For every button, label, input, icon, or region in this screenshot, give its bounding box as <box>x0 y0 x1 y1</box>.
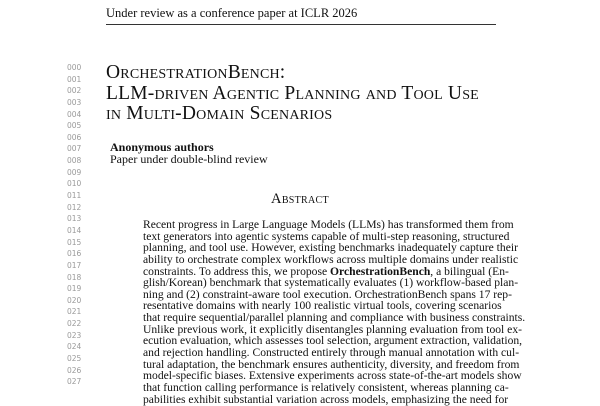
line-number: 001 <box>67 74 82 84</box>
abstract-body <box>143 218 526 406</box>
abstract-line: ability to orchestrate complex workflows across multiple domains under realistic <box>143 252 519 266</box>
title-line: in Multi-Domain Scenarios <box>106 103 333 124</box>
line-number: 027 <box>67 377 82 387</box>
line-number: 008 <box>67 156 82 166</box>
line-number: 000 <box>67 63 82 72</box>
abstract-line: pabilities exhibit substantial variation across models, emphasizing the need for <box>143 392 509 406</box>
authors: Anonymous authors <box>110 140 214 154</box>
abstract-line: Recent progress in Large Language Models (LLMs) has transformed them from <box>143 218 514 231</box>
line-number: 016 <box>67 249 82 259</box>
line-number: 003 <box>67 97 82 107</box>
benchmark-name: OrchestrationBench <box>330 264 431 278</box>
abstract-line: model-specific biases. Extensive experiments across state-of-the-art models show <box>143 369 522 383</box>
review-note: Paper under double-blind review <box>110 152 268 166</box>
line-number: 013 <box>67 214 82 224</box>
running-header: Under review as a conference paper at ICLR 2026 <box>106 6 358 20</box>
line-number: 004 <box>67 109 82 119</box>
abstract-line-part: , a bilingual (En- <box>430 264 509 278</box>
line-number: 018 <box>67 272 82 282</box>
line-number: 024 <box>67 342 82 352</box>
abstract-line: planning, and tool use. However, existing benchmarks inadequately capture their <box>143 241 518 255</box>
line-number: 023 <box>67 330 82 340</box>
line-number: 015 <box>67 237 82 247</box>
abstract-heading: Abstract <box>271 191 329 207</box>
abstract-line: and rejection handling. Constructed entirely through manual annotation with cul- <box>143 346 520 360</box>
line-number: 009 <box>67 167 82 177</box>
line-number: 006 <box>67 132 82 142</box>
abstract-line: text generators into agentic systems capable of multi-step reasoning, structured <box>143 229 510 243</box>
line-number: 020 <box>67 295 82 305</box>
abstract-line: glish/Korean) benchmark that systematically evaluates (1) workflow-based plan- <box>143 276 519 290</box>
line-number: 011 <box>67 191 82 201</box>
line-number: 022 <box>67 319 82 329</box>
title-line: OrchestrationBench: <box>106 62 286 83</box>
line-number: 014 <box>67 225 82 235</box>
abstract-line: ning and (2) constraint-aware tool execution. OrchestrationBench spans 17 rep- <box>143 287 512 301</box>
abstract-line: resentative domains with nearly 100 realistic virtual tools, covering scenarios <box>143 299 502 313</box>
line-number: 002 <box>67 86 82 96</box>
abstract-line: that function calling performance is relatively consistent, whereas planning ca- <box>143 380 509 394</box>
line-number: 005 <box>67 121 82 131</box>
title-line: LLM-driven Agentic Planning and Tool Use <box>106 82 479 104</box>
header-rule <box>106 24 496 25</box>
abstract-line: ecution evaluation, which assesses tool selection, argument extraction, validation, <box>143 334 523 348</box>
abstract-line: Unlike previous work, it explicitly disentangles planning evaluation from tool ex- <box>143 322 522 336</box>
line-number: 021 <box>67 307 82 317</box>
abstract-line: tural adaptation, the benchmark ensures authenticity, diversity, and freedom from <box>143 357 520 371</box>
line-number: 017 <box>67 260 82 270</box>
abstract-line: that require sequential/parallel planning and compliance with business constraints. <box>143 311 526 325</box>
line-number: 019 <box>67 284 82 294</box>
line-numbers <box>67 62 81 388</box>
abstract-line-part: constraints. To address this, we propose <box>143 264 331 278</box>
line-number: 012 <box>67 202 82 212</box>
line-number: 026 <box>67 365 82 375</box>
line-number: 010 <box>67 179 82 189</box>
line-number: 025 <box>67 354 82 364</box>
paper-title <box>106 63 479 125</box>
line-number: 007 <box>67 144 82 154</box>
